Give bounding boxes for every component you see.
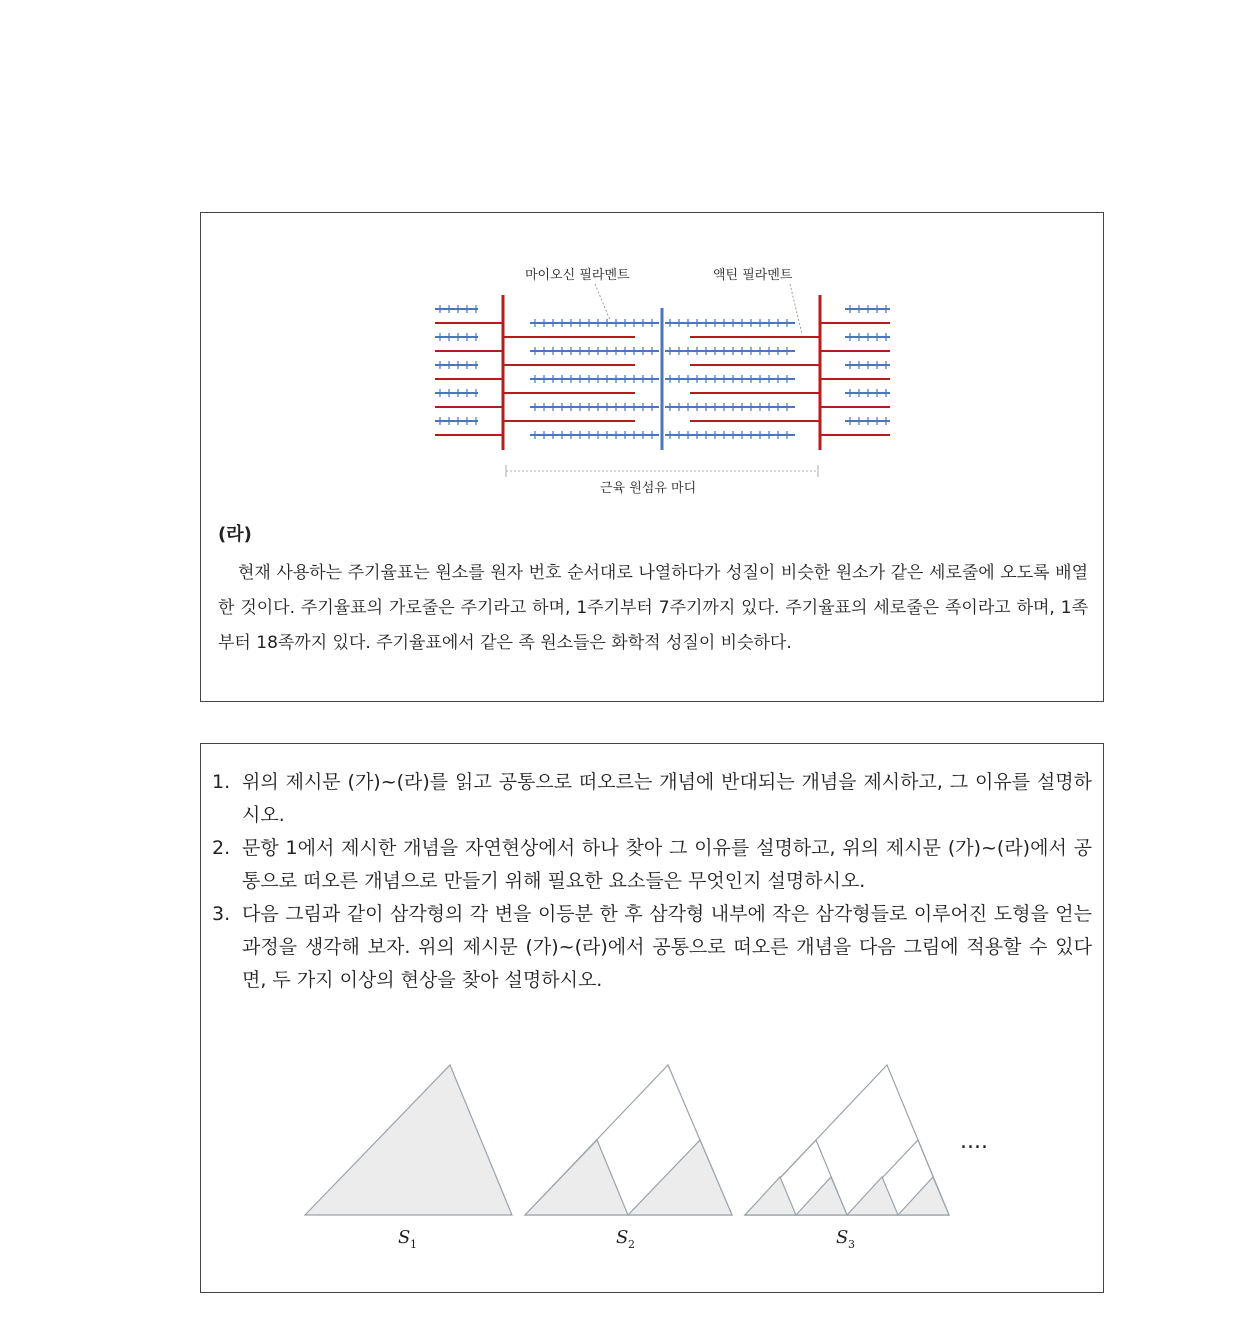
question-text: 다음 그림과 같이 삼각형의 각 변을 이등분 한 후 삼각형 내부에 작은 삼각형들로 이루어진 도형을 얻는 과정을 생각해 보자. 위의 제시문 (가)~(라)에서 공통으로 떠오른 개념을 다음 그림에 적용할 수 있다면, 두 가지 이상의 현상을 찾아 설명하시오. (242, 903, 1092, 991)
myosin-label: 마이오신 필라멘트 (525, 268, 630, 283)
triangle-figure (300, 1060, 1000, 1260)
label-s1 (398, 1227, 417, 1251)
myosin-pointer (595, 284, 610, 320)
svg-text:S: S (836, 1227, 849, 1248)
svg-text:S: S (398, 1227, 411, 1248)
triangle-s3 (745, 1065, 949, 1215)
svg-text:1: 1 (410, 1238, 417, 1251)
ellipsis: .... (960, 1129, 988, 1154)
question-item (212, 832, 1092, 898)
label-s3 (836, 1227, 855, 1251)
triangle-s2 (525, 1065, 732, 1215)
triangle-s1 (305, 1065, 512, 1215)
svg-text:3: 3 (848, 1238, 855, 1251)
question-number: 2. (212, 837, 231, 859)
question-list (212, 766, 1092, 997)
actin-pointer (790, 284, 802, 334)
passage-text (218, 556, 1088, 661)
sarcomere-label: 근육 원섬유 마디 (600, 481, 697, 496)
svg-text:2: 2 (628, 1238, 635, 1251)
actin-label: 액틴 필라멘트 (713, 268, 793, 283)
section-label: (라) (218, 524, 252, 545)
question-item (212, 766, 1092, 832)
question-number: 1. (212, 771, 231, 793)
question-item (212, 898, 1092, 997)
question-text: 문항 1에서 제시한 개념을 자연현상에서 하나 찾아 그 이유를 설명하고, 위의 제시문 (가)~(라)에서 공통으로 떠오른 개념으로 만들기 위해 필요한 요소들은 무엇인지 설명하시오. (242, 837, 1092, 892)
question-number: 3. (212, 903, 231, 925)
question-text: 위의 제시문 (가)~(라)를 읽고 공통으로 떠오르는 개념에 반대되는 개념을 제시하고, 그 이유를 설명하시오. (242, 771, 1092, 826)
sarcomere-diagram (420, 260, 910, 500)
label-s2 (616, 1227, 635, 1251)
passage-paragraph: 현재 사용하는 주기율표는 원소를 원자 번호 순서대로 나열하다가 성질이 비슷한 원소가 같은 세로줄에 오도록 배열한 것이다. 주기율표의 가로줄은 주기라고 하며, 1주기부터 7주기까지 있다. 주기율표의 세로줄은 족이라고 하며, 1족부터 18족까지 있다. 주기율표에서 같은 족 원소들은 화학적 성질이 비슷하다. (218, 563, 1088, 653)
svg-text:S: S (616, 1227, 629, 1248)
